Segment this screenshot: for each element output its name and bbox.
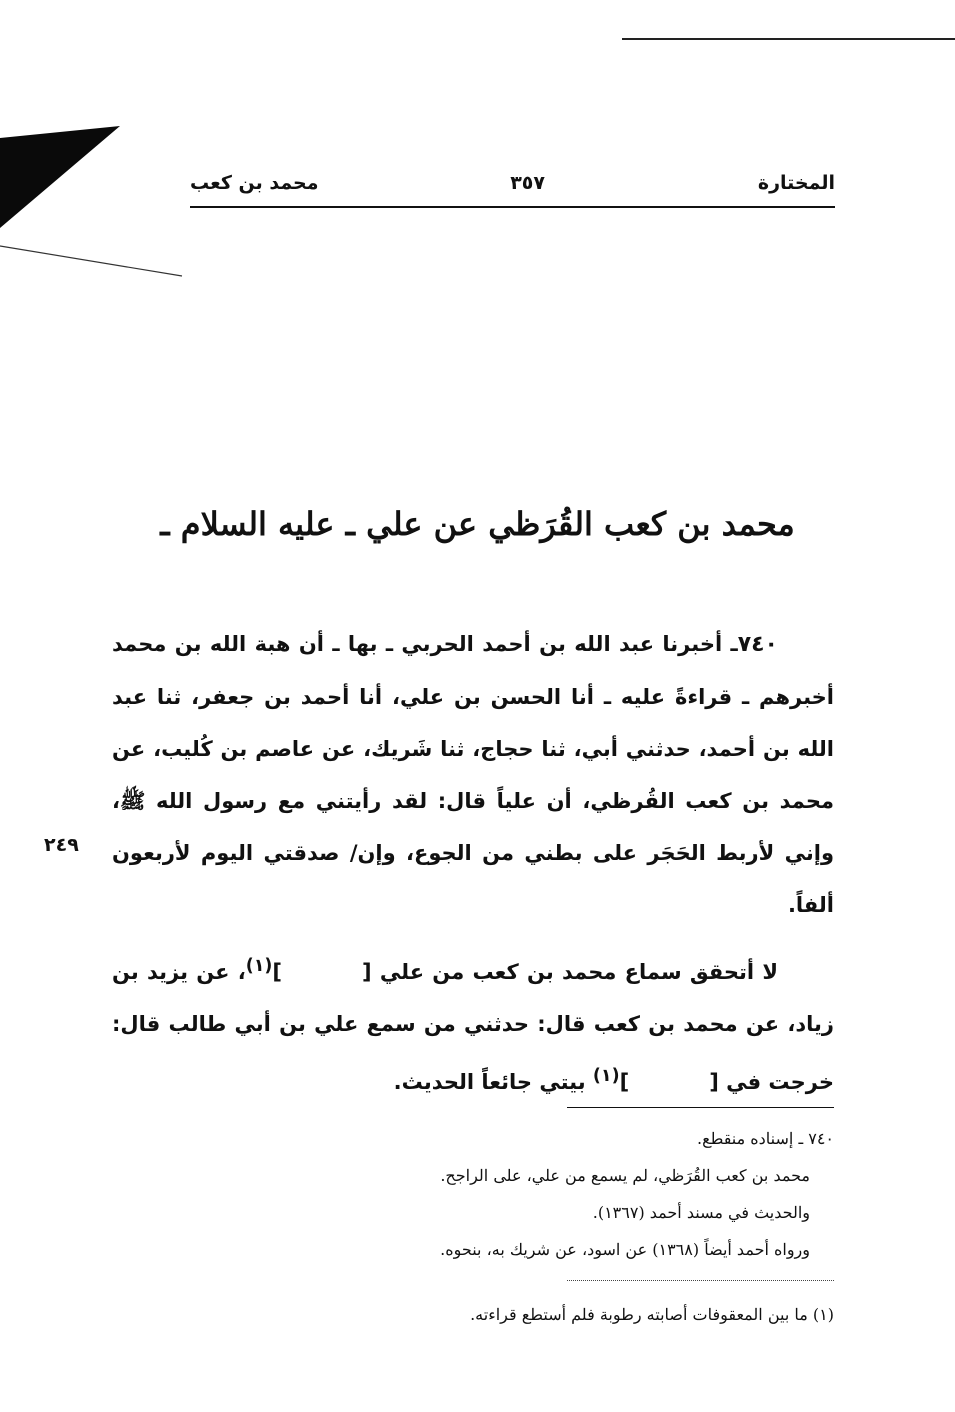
footnotes [200,1120,834,1268]
hadith-740 [112,618,834,931]
comment-part-3: ، عن يزيد بن زياد، عن محمد بن كعب قال: حدثني من سمع علي بن أبي طالب قال: خرجت في [ [112,960,834,1094]
footnote-line: ٧٤٠ ـ إسناده منقطع. [696,1129,834,1148]
bracket-footnote: (١) ما بين المعقوفات أصابته رطوبة فلم أستطع قراءته. [470,1305,834,1324]
footnotes-rule [567,1107,834,1108]
chapter-title: محمد بن كعب القُرَظي عن علي ـ عليه السلام ـ [160,505,795,543]
footnote-line: محمد بن كعب القُرَظي، لم يسمع من علي، على الراجح. [440,1166,810,1185]
comment-part-4: ] [619,1070,630,1094]
comment-part-5: بيتي جائعاً الحديث. [393,1070,593,1094]
footnote-ref-2: (١) [592,1066,620,1086]
footnote-ref-1: (١) [245,956,273,976]
footnote-line: والحديث في مسند أحمد (١٣٦٧). [592,1203,810,1222]
scan-edge-line [622,38,955,40]
editor-comment [112,940,834,1108]
comment-part-1: لا أتحقق سماع محمد بن كعب من علي [ [362,960,778,984]
comment-part-2: ] [272,960,283,984]
footnote-separator [567,1280,834,1281]
scan-shadow-artifact [0,0,955,300]
hadith-number: ٧٤٠ [737,632,778,657]
header-rule [190,206,835,208]
page-number: ٣٥٧ [510,172,545,194]
margin-page-reference: ٢٤٩ [44,834,79,856]
running-head [190,172,835,202]
running-head-section: محمد بن كعب [190,172,319,194]
footnote-line: ورواه أحمد أيضاً (١٣٦٨) عن اسود، عن شريك به، بنحوه. [440,1240,810,1259]
running-head-book: المختارة [757,172,835,194]
hadith-text: ـ أخبرنا عبد الله بن أحمد الحربي ـ بها ـ أن هبة الله بن محمد أخبرهم ـ قراءةً عليه ـ أنا الحسن بن علي، أنا أحمد بن جعفر، ثنا عبد الله بن أحمد، حدثني أبي، ثنا حجاج، ثنا شَريك، عن عاصم بن كُليب، عن محمد بن كعب القُرظي، أن علياً قال: لقد رأيتني مع رسول الله ﷺ، وإني لأربط الحَجَر على بطني من الجوع، وإن/ صدقتي اليوم لأربعون ألفاً. [112,632,834,917]
